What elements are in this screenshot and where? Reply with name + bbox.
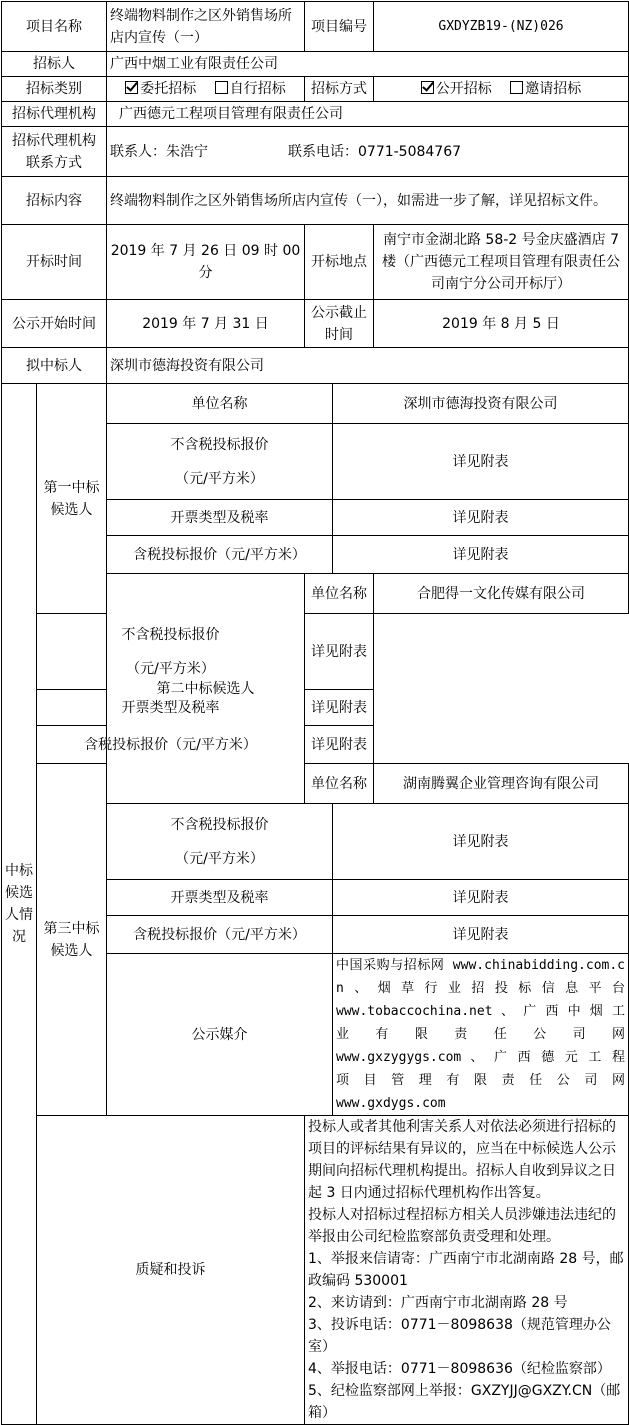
tender-type-label: 招标类别 — [2, 77, 107, 102]
agency-contact-label-line2: 联系方式 — [26, 154, 82, 171]
project-name-label: 项目名称 — [2, 2, 107, 52]
publicity-start-value: 2019 年 7 月 31 日 — [107, 300, 305, 348]
candidate-3-price-inc-label: 含税投标报价（元/平方米） — [107, 916, 333, 954]
price-ex-label-line2: （元/平方米） — [126, 660, 215, 677]
agency-value: 广西德元工程项目管理有限责任公司 — [107, 102, 629, 127]
project-number-label: 项目编号 — [305, 2, 374, 52]
agency-contact-label — [2, 127, 107, 177]
row-agency — [2, 102, 629, 127]
checkbox-empty-icon[interactable] — [510, 81, 523, 94]
project-name-value: 终端物料制作之区外销售场所店内宣传（一） — [107, 2, 305, 52]
opening-time-label: 开标时间 — [2, 225, 107, 300]
candidate-3-invoice-value: 详见附表 — [333, 880, 629, 916]
media-line-4: www.gxdygs.com — [336, 1096, 446, 1111]
row-candidate-2-invoice — [2, 690, 629, 726]
candidate-3-invoice-label: 开票类型及税率 — [107, 880, 333, 916]
agency-contact-value — [107, 127, 629, 177]
complaint-paragraph-2: 投标人对招标过程招标方相关人员涉嫌违法违纪的举报由公司纪检监察部负责受理和处理。 — [308, 1207, 616, 1245]
project-number-value: GXDYZB19-(NZ)026 — [374, 2, 629, 52]
checkbox-checked-icon[interactable] — [421, 81, 434, 94]
row-content — [2, 177, 629, 225]
proposed-value: 深圳市德海投资有限公司 — [107, 348, 629, 384]
candidate-1-price-inc-label: 含税投标报价（元/平方米） — [107, 536, 333, 574]
price-ex-label-line1: 不含税投标报价 — [170, 436, 269, 453]
candidate-2-price-ex-value: 详见附表 — [305, 614, 374, 690]
candidate-2-unit-label: 单位名称 — [305, 574, 374, 614]
candidate-2-price-inc-value: 详见附表 — [305, 726, 374, 764]
publicity-end-label: 公示截止时间 — [305, 300, 374, 348]
row-candidate-3-unit — [2, 764, 629, 804]
media-label: 公示媒介 — [107, 954, 333, 1116]
opening-time-value: 2019 年 7 月 26 日 09 时 00 分 — [107, 225, 305, 300]
tender-type-option-self[interactable] — [215, 81, 286, 97]
candidate-1-invoice-value: 详见附表 — [333, 500, 629, 536]
candidate-3-price-ex-label — [107, 804, 333, 880]
candidate-1-company: 深圳市德海投资有限公司 — [333, 384, 629, 424]
media-line-3: www.gxzygygs.com 、 广 西 德 元 工 程 项 目 管 理 有 限 责 任 公 司 网 — [336, 1050, 625, 1088]
candidate-3-price-ex-value: 详见附表 — [333, 804, 629, 880]
complaint-item-1: 1、举报来信请寄：广西南宁市北湖南路 28 号，邮政编码 530001 — [308, 1251, 624, 1289]
agency-contact-label-line1: 招标代理机构 — [12, 132, 96, 149]
complaint-item-3: 3、投诉电话：0771－8098638（规范管理办公室） — [308, 1317, 611, 1355]
complaint-label: 质疑和投诉 — [37, 1116, 305, 1425]
row-complaint — [2, 1116, 629, 1425]
option-label: 自行招标 — [229, 81, 286, 97]
row-tender-type — [2, 77, 629, 102]
option-label: 委托招标 — [140, 81, 197, 97]
complaint-item-2: 2、来访请到：广西南宁市北湖南路 28 号 — [308, 1295, 568, 1311]
price-ex-label-line1: 不含税投标报价 — [121, 626, 220, 643]
candidate-3-price-inc-value: 详见附表 — [333, 916, 629, 954]
publicity-end-value: 2019 年 8 月 5 日 — [374, 300, 629, 348]
agency-contact-person: 联系人：朱浩宁 — [110, 143, 208, 160]
publicity-start-label: 公示开始时间 — [2, 300, 107, 348]
price-ex-label-line2: （元/平方米） — [175, 470, 264, 487]
complaint-item-5: 5、纪检监察部网上举报：GXZYJJ@GXZY.CN（邮箱） — [308, 1383, 621, 1421]
agency-contact-phone: 联系电话：0771-5084767 — [288, 143, 462, 160]
candidate-3-rank: 第三中标候选人 — [37, 764, 107, 1116]
content-value: 终端物料制作之区外销售场所店内宣传（一），如需进一步了解，详见招标文件。 — [107, 177, 629, 225]
tender-type-options — [107, 77, 305, 102]
candidate-1-rank: 第一中标候选人 — [37, 384, 107, 614]
row-opening — [2, 225, 629, 300]
candidate-1-unit-label: 单位名称 — [107, 384, 333, 424]
candidate-2-invoice-value: 详见附表 — [305, 690, 374, 726]
tender-type-option-entrusted[interactable] — [125, 81, 196, 97]
row-candidate-1-unit — [2, 384, 629, 424]
media-value — [333, 954, 629, 1116]
row-tenderer — [2, 52, 629, 77]
candidate-2-rank: 第二中标候选人 — [107, 574, 305, 804]
option-label: 邀请招标 — [525, 81, 582, 97]
media-line-2: www.tobaccochina.net 、 广 西 中 烟 工 业 有 限 责 任 公 司 网 — [336, 1004, 625, 1042]
candidate-1-invoice-label: 开票类型及税率 — [107, 500, 333, 536]
row-proposed — [2, 348, 629, 384]
tender-method-option-public[interactable] — [421, 81, 492, 97]
bid-result-table — [1, 1, 629, 1425]
tender-method-option-invite[interactable] — [510, 81, 581, 97]
complaint-paragraph-1: 投标人或者其他利害关系人对依法必须进行招标的项目的评标结果有异议的，应当在中标候选人公示期间向招标代理机构提出。招标人自收到异议之日起 3 日内通过招标代理机构作出答复。 — [308, 1119, 616, 1201]
tender-method-label: 招标方式 — [305, 77, 374, 102]
complaint-value — [305, 1116, 629, 1425]
bid-result-notice-sheet — [0, 1, 629, 1421]
opening-place-label: 开标地点 — [305, 225, 374, 300]
candidate-1-price-ex-label — [107, 424, 333, 500]
candidate-2-company: 合肥得一文化传媒有限公司 — [374, 574, 629, 614]
price-ex-label-line2: （元/平方米） — [175, 850, 264, 867]
candidate-1-price-ex-value: 详见附表 — [333, 424, 629, 500]
row-project — [2, 2, 629, 52]
candidate-3-company: 湖南腾翼企业管理咨询有限公司 — [374, 764, 629, 804]
media-line-1: 中国采购与招标网 www.chinabidding.com.cn、烟草行业招投标信息平台 — [336, 958, 625, 996]
checkbox-empty-icon[interactable] — [215, 81, 228, 94]
complaint-item-4: 4、举报电话：0771－8098636（纪检监察部） — [308, 1361, 611, 1377]
candidate-2-invoice-label: 开票类型及税率 — [37, 690, 305, 726]
candidates-section-label: 中标候选人情况 — [2, 384, 37, 1425]
tenderer-value: 广西中烟工业有限责任公司 — [107, 52, 629, 77]
proposed-label: 拟中标人 — [2, 348, 107, 384]
candidate-2-price-inc-label: 含税投标报价（元/平方米） — [37, 726, 305, 764]
row-candidate-2-price-ex — [2, 614, 629, 690]
option-label: 公开招标 — [435, 81, 492, 97]
candidate-2-price-ex-label — [37, 614, 305, 690]
candidate-1-price-inc-value: 详见附表 — [333, 536, 629, 574]
row-publicity — [2, 300, 629, 348]
candidate-3-unit-label: 单位名称 — [305, 764, 374, 804]
price-ex-label-line1: 不含税投标报价 — [170, 816, 269, 833]
agency-label: 招标代理机构 — [2, 102, 107, 127]
content-label: 招标内容 — [2, 177, 107, 225]
opening-place-value: 南宁市金湖北路 58-2 号金庆盛酒店 7 楼（广西德元工程项目管理有限责任公司南宁分公司开标厅） — [374, 225, 629, 300]
row-agency-contact — [2, 127, 629, 177]
tenderer-label: 招标人 — [2, 52, 107, 77]
row-candidate-2-price-inc — [2, 726, 629, 764]
tender-method-options — [374, 77, 629, 102]
checkbox-checked-icon[interactable] — [125, 81, 138, 94]
